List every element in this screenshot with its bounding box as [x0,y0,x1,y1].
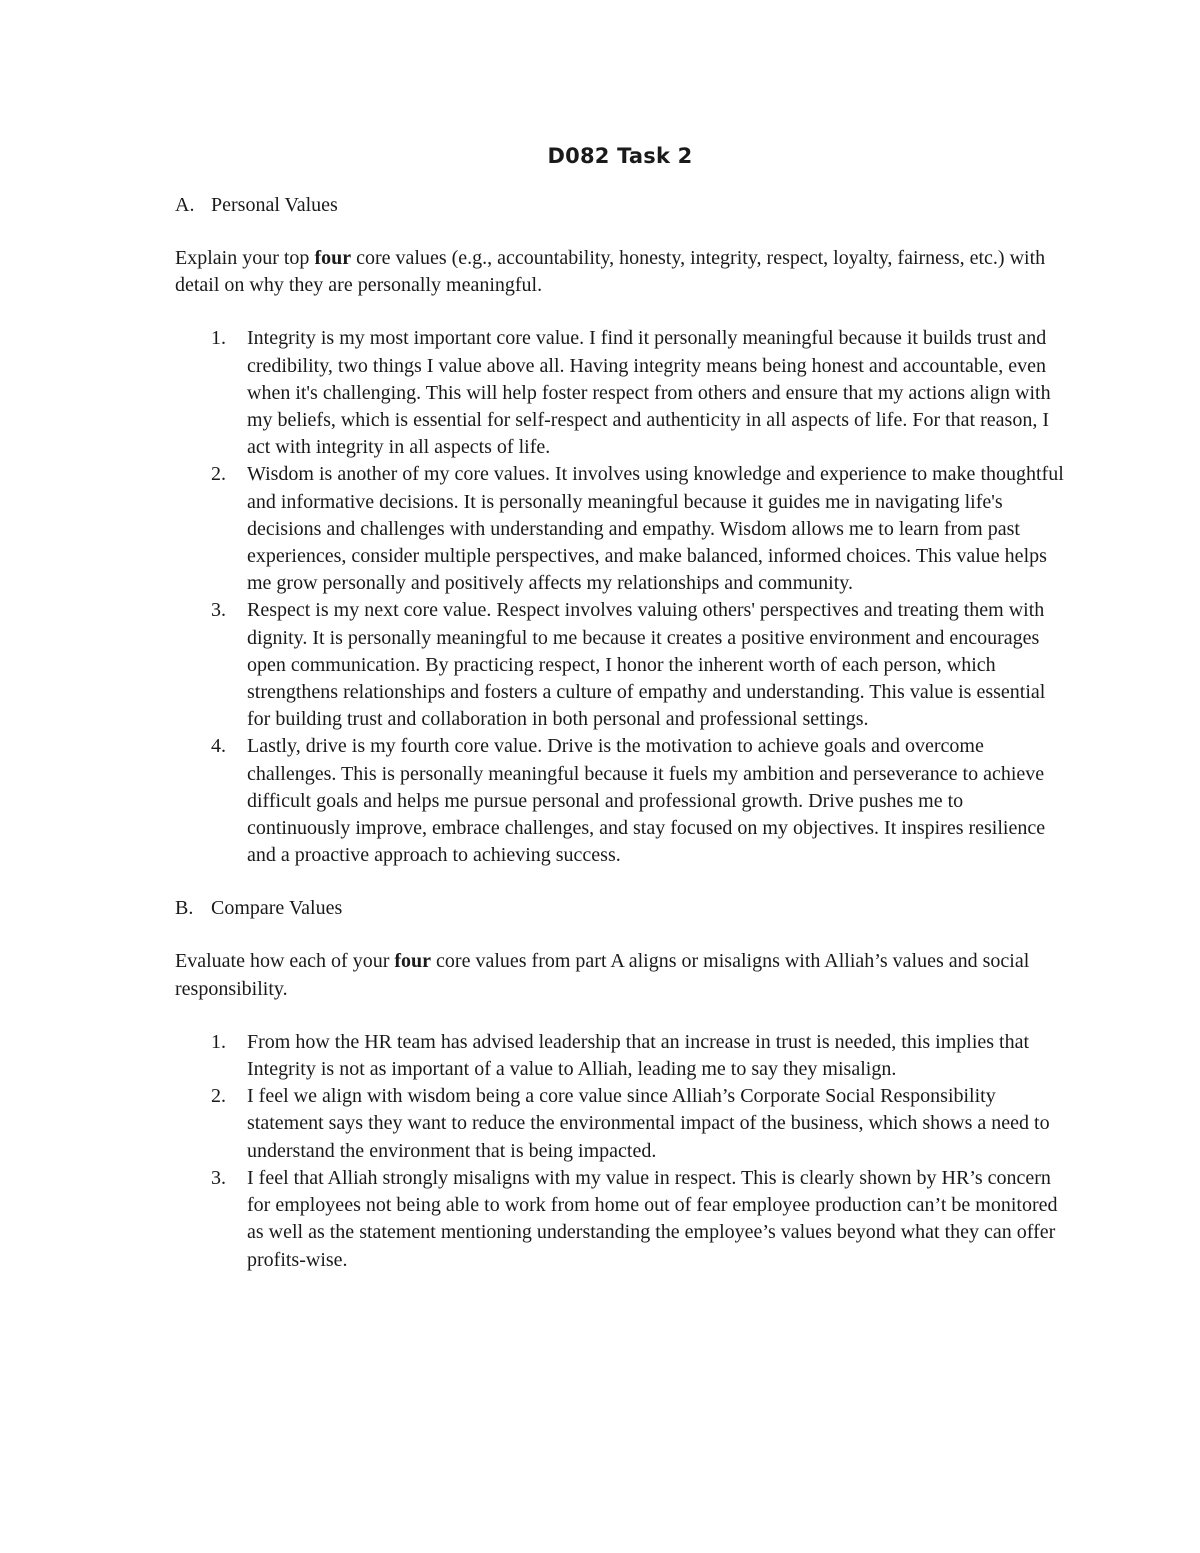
section-a-heading [175,192,1065,219]
list-item-text: Wisdom is another of my core values. It involves using knowledge and experience to make thoughtful and informative decisions. It is personally meaningful because it guides me in navigating life's decisions and challenges with understanding and empathy. Wisdom allows me to learn from past experiences, consider multiple perspectives, and make balanced, informed choices. This value helps me grow personally and positively affects my relationships and community. [247,463,1064,595]
list-item-text: Integrity is my most important core value. I find it personally meaningful because it builds trust and credibility, two things I value above all. Having integrity means being honest and accountable, even when it's challenging. This will help foster respect from others and ensure that my actions align with my beliefs, which is essential for self-respect and authenticity in all aspects of life. For that reason, I act with integrity in all aspects of life. [247,327,1051,459]
list-item-number: 1. [211,1030,226,1053]
section-a-prompt-bold: four [314,247,352,269]
section-b-title: Compare Values [211,897,343,920]
list-item-text: I feel we align with wisdom being a core value since Alliah’s Corporate Social Responsibility statement says they want to reduce the environmental impact of the business, which shows a need to understand the environment that is being impacted. [247,1085,1050,1162]
list-item-number: 3. [211,1166,226,1189]
list-item [175,733,1065,869]
list-item [175,325,1065,461]
section-a-prompt [175,245,1065,299]
list-item-number: 3. [211,599,226,622]
list-item-text: Respect is my next core value. Respect involves valuing others' perspectives and treating them with dignity. It is personally meaningful to me because it creates a positive environment and encourages open communication. By practicing respect, I honor the inherent worth of each person, which strengthens relationships and fosters a culture of empathy and understanding. This value is essential for building trust and collaboration in both personal and professional settings. [247,599,1046,731]
section-b-list [175,1029,1065,1274]
list-item [175,461,1065,597]
list-item-text: I feel that Alliah strongly misaligns with my value in respect. This is clearly shown by HR’s concern for employees not being able to work from home out of fear employee production can’t be monitored as well as the statement mentioning understanding the employee’s values beyond what they can offer profits-wise. [247,1166,1058,1271]
list-item-number: 1. [211,327,226,350]
section-a-prompt-end: core values (e.g., accountability, honesty, integrity, respect, loyalty, fairness, etc.) with detail on why they are personally meaningful. [175,247,1046,297]
section-b-letter: B. [175,897,194,920]
list-item [175,1083,1065,1165]
document-page [175,140,1065,1300]
list-item-number: 4. [211,735,226,758]
section-b-heading [175,895,1065,922]
list-item-text: From how the HR team has advised leadership that an increase in trust is needed, this implies that Integrity is not as important of a value to Alliah, leading me to say they misalign. [247,1030,1030,1081]
section-b-prompt-end: core values from part A aligns or misaligns with Alliah’s values and social responsibility. [175,950,1030,1000]
list-item-text: Lastly, drive is my fourth core value. Drive is the motivation to achieve goals and overcome challenges. This is personally meaningful because it fuels my ambition and perseverance to achieve difficult goals and helps me pursue personal and professional growth. Drive pushes me to continuously improve, embrace challenges, and stay focused on my objectives. It inspires resilience and a proactive approach to achieving success. [247,735,1046,867]
section-a-title: Personal Values [211,194,338,216]
section-a-prompt-start: Explain your top [175,247,315,269]
page-title: D082 Task 2 [547,144,693,168]
list-item [175,1165,1065,1274]
list-item [175,597,1065,733]
section-a-list [175,325,1065,869]
section-a-letter: A. [175,194,195,216]
section-b-prompt-bold: four [394,950,432,973]
list-item-number: 2. [211,1085,226,1108]
list-item-number: 2. [211,463,226,486]
section-b-prompt-start: Evaluate how each of your [175,950,395,973]
list-item [175,1029,1065,1083]
section-b-prompt [175,948,1065,1002]
